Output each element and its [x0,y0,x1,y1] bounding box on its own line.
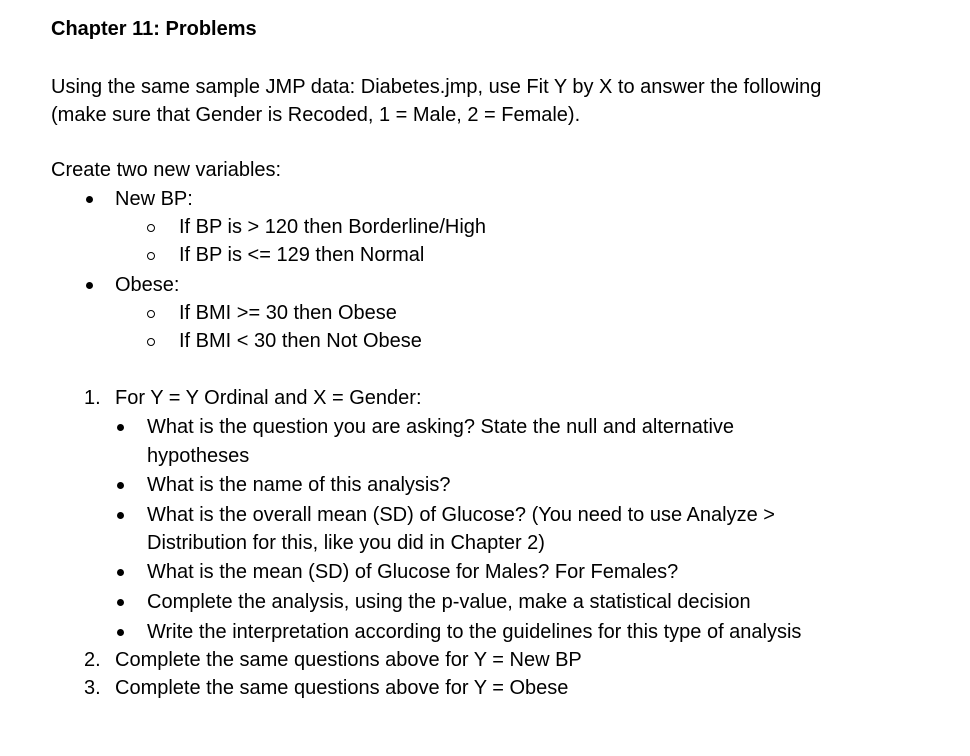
variable-label-obese: Obese: [115,274,180,296]
chapter-title: Chapter 11: Problems [51,18,257,40]
sub-question: What is the mean (SD) of Glucose for Males? For Females? [147,561,679,583]
sub-question: Complete the analysis, using the p-value, make a statistical decision [147,591,751,613]
circle-bullet-icon [147,301,155,325]
question-text: For Y = Y Ordinal and X = Gender: [115,387,422,409]
sub-question: What is the question you are asking? State the null and alternative [147,416,735,438]
sub-question-continuation: hypotheses [147,445,250,467]
question-text: Complete the same questions above for Y = Obese [115,677,569,699]
rule-item: If BP is <= 129 then Normal [179,244,425,266]
circle-bullet-icon [147,329,155,353]
bullet-icon [86,187,93,211]
question-number: 3. [84,677,101,699]
intro-line-1: Using the same sample JMP data: Diabetes.jmp, use Fit Y by X to answer the following [51,76,822,98]
bullet-icon [86,273,93,297]
intro-line-2: (make sure that Gender is Recoded, 1 = Male, 2 = Female). [51,104,581,126]
bullet-icon [117,415,124,439]
question-number: 2. [84,649,101,671]
bullet-icon [117,473,124,497]
create-heading: Create two new variables: [51,159,282,181]
sub-question: What is the overall mean (SD) of Glucose? (You need to use Analyze > [147,504,775,526]
rule-item: If BMI < 30 then Not Obese [179,330,422,352]
sub-question: What is the name of this analysis? [147,474,451,496]
bullet-icon [117,503,124,527]
circle-bullet-icon [147,243,155,267]
bullet-icon [117,590,124,614]
question-text: Complete the same questions above for Y = New BP [115,649,582,671]
rule-item: If BP is > 120 then Borderline/High [179,216,487,238]
bullet-icon [117,560,124,584]
variable-label-new-bp: New BP: [115,188,193,210]
sub-question-continuation: Distribution for this, like you did in Chapter 2) [147,532,545,554]
intro-paragraph [51,73,931,129]
question-number: 1. [84,387,101,409]
bullet-icon [117,620,124,644]
sub-question: Write the interpretation according to the guidelines for this type of analysis [147,621,802,643]
circle-bullet-icon [147,215,155,239]
rule-item: If BMI >= 30 then Obese [179,302,397,324]
